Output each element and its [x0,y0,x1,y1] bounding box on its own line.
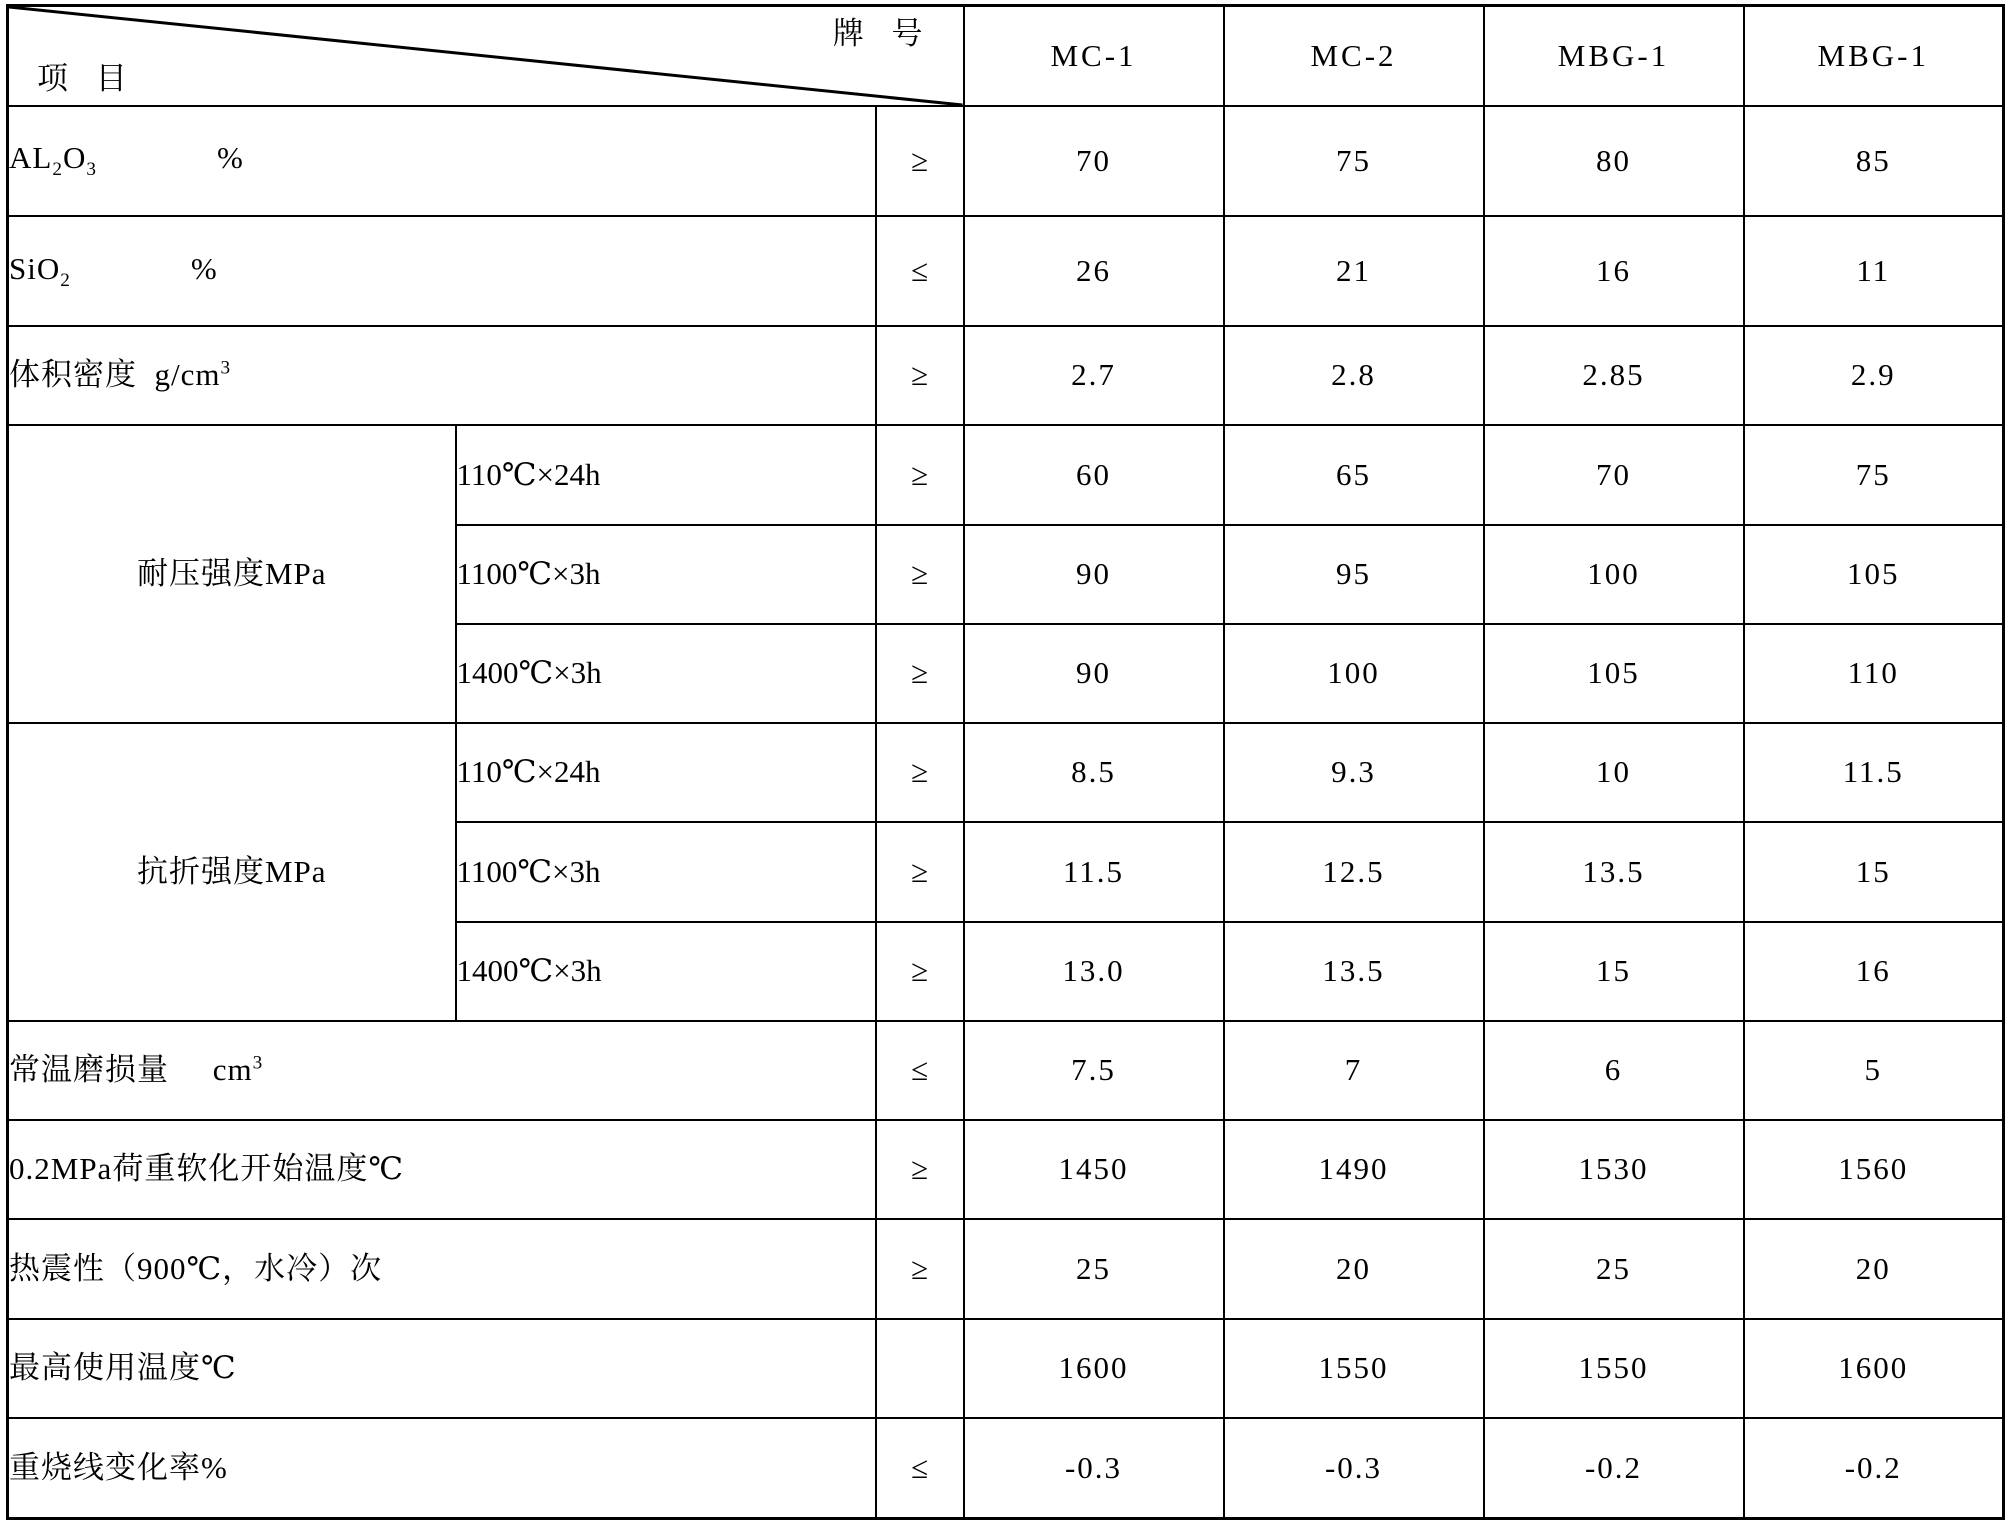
al2o3-label-main2: O [62,140,87,176]
cell-value: 85 [1744,106,2004,216]
row-label-sio2 [8,216,876,326]
cell-value: 6 [1484,1021,1744,1120]
subrow-label: 1400℃×3h [456,624,876,723]
cell-value: 1600 [964,1319,1224,1418]
cell-value: 100 [1484,525,1744,624]
table-header-row [8,6,2004,107]
cell-value: 2.8 [1224,326,1484,425]
cell-value: 60 [964,425,1224,524]
subrow-label: 110℃×24h [456,723,876,822]
cell-value: 95 [1224,525,1484,624]
cell-value: 11.5 [1744,723,2004,822]
table-row [8,1418,2004,1519]
wear-loss-unit: cm [212,1052,253,1088]
bulk-density-label: 体积密度 [9,357,137,393]
cell-value: 25 [964,1219,1224,1318]
table-row [8,106,2004,216]
row-label-max-service-temp: 最高使用温度℃ [8,1319,876,1418]
cell-value: 75 [1224,106,1484,216]
cell-value: 70 [964,106,1224,216]
wear-loss-label: 常温磨损量 [9,1052,169,1088]
cell-value: 13.5 [1224,922,1484,1021]
group-label-compressive-strength: 耐压强度MPa [8,425,456,723]
wear-loss-unit-sup: 3 [252,1052,264,1074]
cell-value: 11.5 [964,822,1224,921]
diagonal-line-icon [9,7,963,105]
cell-value: 2.85 [1484,326,1744,425]
row-sign-al2o3: ≥ [876,106,964,216]
cell-value: -0.2 [1484,1418,1744,1519]
cell-value: 2.9 [1744,326,2004,425]
cell-value: 90 [964,525,1224,624]
cell-value: 8.5 [964,723,1224,822]
sio2-label-sub: 2 [60,269,71,291]
cell-value: 1550 [1484,1319,1744,1418]
bulk-density-unit: g/cm [154,357,221,393]
cell-value: 1550 [1224,1319,1484,1418]
row-sign-bulk-density: ≥ [876,326,964,425]
cell-value: 20 [1224,1219,1484,1318]
cell-value: 13.0 [964,922,1224,1021]
row-sign-wear-loss: ≤ [876,1021,964,1120]
cell-value: 1490 [1224,1120,1484,1219]
cell-value: 21 [1224,216,1484,326]
cell-value: 1530 [1484,1120,1744,1219]
row-label-bulk-density [8,326,876,425]
cell-value: 90 [964,624,1224,723]
al2o3-label-main: AL [9,140,53,176]
header-brand-label: 牌 号 [832,16,933,51]
sio2-unit: % [190,250,218,286]
subrow-sign: ≥ [876,624,964,723]
row-sign-max-service-temp [876,1319,964,1418]
al2o3-label-sub2: 3 [86,159,97,181]
subrow-sign: ≥ [876,922,964,1021]
row-label-al2o3 [8,106,876,216]
cell-value: 65 [1224,425,1484,524]
table-row [8,1021,2004,1120]
cell-value: 7.5 [964,1021,1224,1120]
table-row [8,425,2004,524]
row-label-reheat-change: 重烧线变化率% [8,1418,876,1519]
al2o3-unit: % [216,140,244,176]
sio2-label-main: SiO [9,250,61,286]
table-row [8,216,2004,326]
subrow-label: 110℃×24h [456,425,876,524]
cell-value: 80 [1484,106,1744,216]
row-sign-softening-temp: ≥ [876,1120,964,1219]
cell-value: 12.5 [1224,822,1484,921]
cell-value: 2.7 [964,326,1224,425]
subrow-label: 1400℃×3h [456,922,876,1021]
cell-value: 25 [1484,1219,1744,1318]
subrow-sign: ≥ [876,525,964,624]
row-label-softening-temp: 0.2MPa荷重软化开始温度℃ [8,1120,876,1219]
specification-table [6,4,2005,1520]
al2o3-label-sub: 2 [52,159,63,181]
bulk-density-unit-sup: 3 [220,358,232,380]
group-label-flexural-strength: 抗折强度MPa [8,723,456,1021]
subrow-sign: ≥ [876,425,964,524]
cell-value: 9.3 [1224,723,1484,822]
cell-value: 16 [1484,216,1744,326]
column-header-1: MC-1 [964,6,1224,107]
row-sign-sio2: ≤ [876,216,964,326]
row-sign-reheat-change: ≤ [876,1418,964,1519]
cell-value: 70 [1484,425,1744,524]
cell-value: 15 [1484,922,1744,1021]
column-header-3: MBG-1 [1484,6,1744,107]
cell-value: 11 [1744,216,2004,326]
cell-value: 10 [1484,723,1744,822]
subrow-sign: ≥ [876,723,964,822]
row-label-wear-loss [8,1021,876,1120]
cell-value: 100 [1224,624,1484,723]
cell-value: -0.2 [1744,1418,2004,1519]
cell-value: 1600 [1744,1319,2004,1418]
row-sign-thermal-shock: ≥ [876,1219,964,1318]
table-row [8,723,2004,822]
column-header-4: MBG-1 [1744,6,2004,107]
cell-value: 105 [1484,624,1744,723]
cell-value: 110 [1744,624,2004,723]
table-row [8,1219,2004,1318]
row-label-thermal-shock: 热震性（900℃，水冷）次 [8,1219,876,1318]
subrow-sign: ≥ [876,822,964,921]
cell-value: 16 [1744,922,2004,1021]
cell-value: -0.3 [964,1418,1224,1519]
cell-value: 13.5 [1484,822,1744,921]
cell-value: 15 [1744,822,2004,921]
cell-value: 75 [1744,425,2004,524]
cell-value: 26 [964,216,1224,326]
table-row [8,1120,2004,1219]
cell-value: 20 [1744,1219,2004,1318]
table-row [8,326,2004,425]
cell-value: 105 [1744,525,2004,624]
subrow-label: 1100℃×3h [456,525,876,624]
header-diagonal-cell [8,6,964,107]
cell-value: 5 [1744,1021,2004,1120]
cell-value: 7 [1224,1021,1484,1120]
subrow-label: 1100℃×3h [456,822,876,921]
header-item-label: 项 目 [37,61,137,97]
cell-value: -0.3 [1224,1418,1484,1519]
column-header-2: MC-2 [1224,6,1484,107]
table-row [8,1319,2004,1418]
cell-value: 1450 [964,1120,1224,1219]
cell-value: 1560 [1744,1120,2004,1219]
